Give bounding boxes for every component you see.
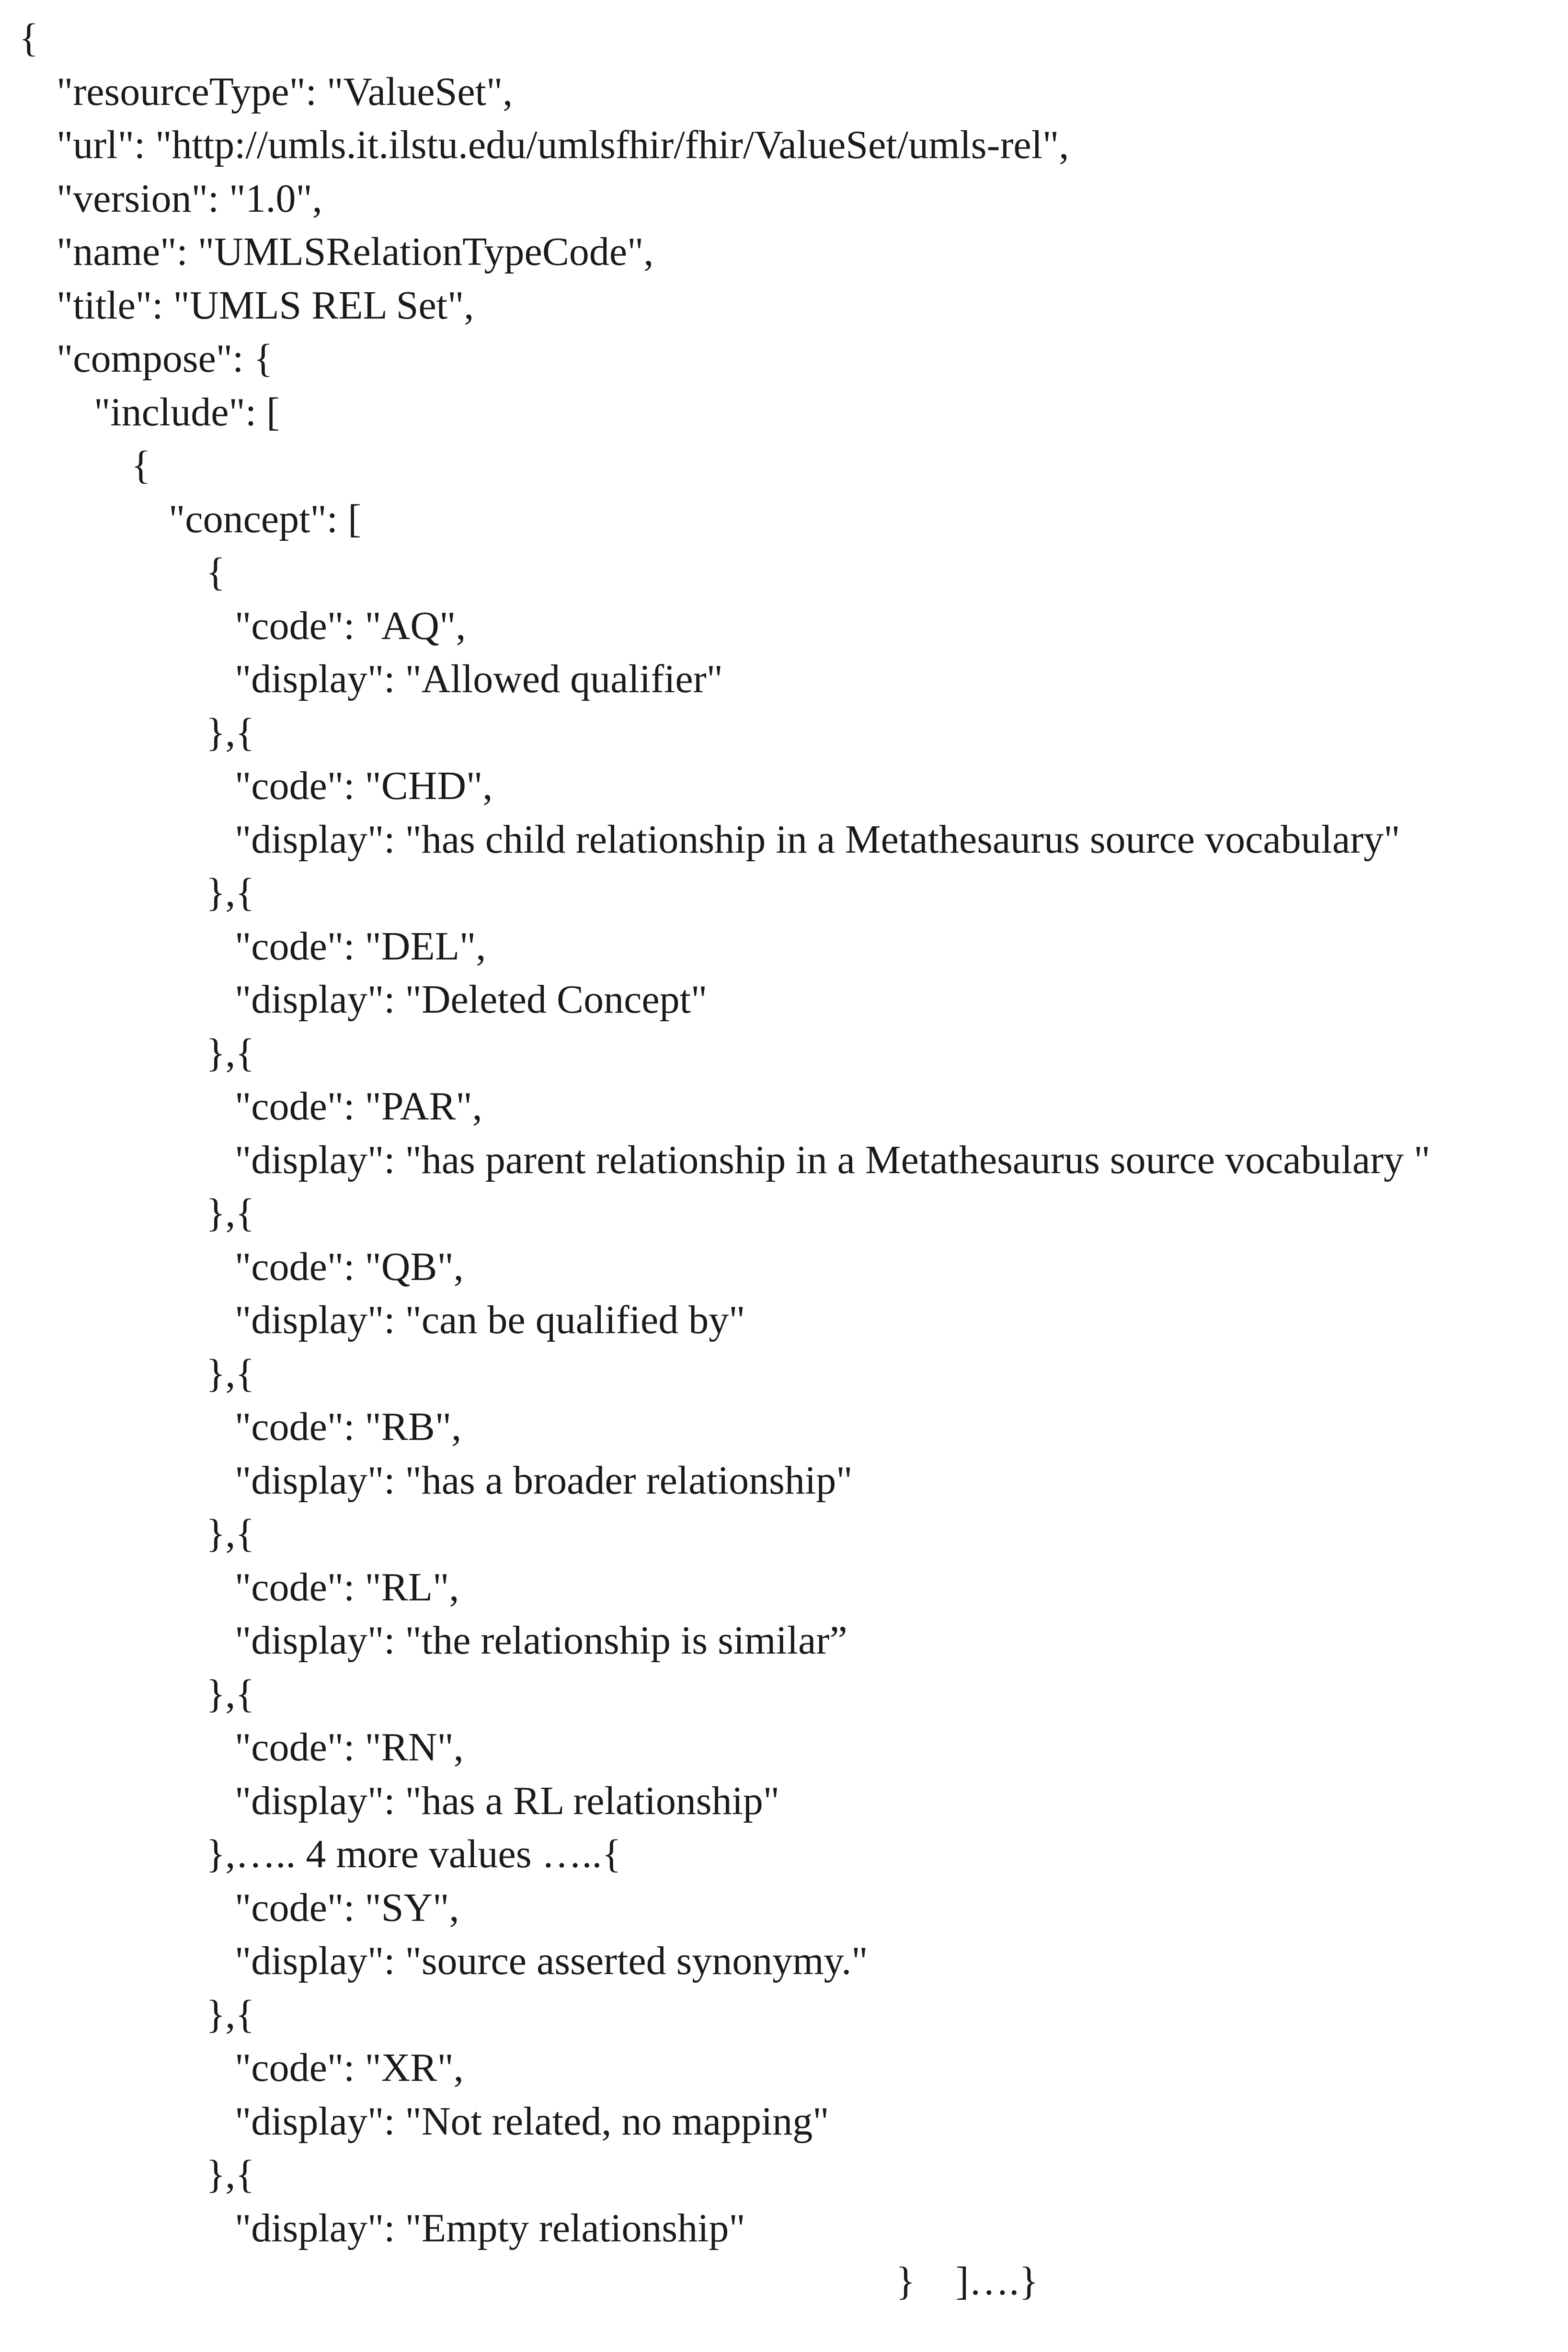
code-line: "compose": { — [57, 336, 273, 381]
code-line: },{ — [206, 1031, 255, 1075]
code-line: "code": "RB", — [235, 1404, 462, 1449]
code-line: { — [206, 550, 226, 594]
code-line: },{ — [206, 1191, 255, 1235]
code-line: "display": "Empty relationship" — [235, 2206, 745, 2250]
code-line: "code": "XR", — [235, 2045, 464, 2090]
code-line: "display": "the relationship is similar” — [235, 1618, 847, 1663]
code-line: },{ — [206, 1992, 255, 2037]
code-line: "code": "QB", — [235, 1245, 464, 1289]
code-line: },{ — [206, 1351, 255, 1396]
code-line: },{ — [206, 710, 255, 755]
code-line: "title": "UMLS REL Set", — [57, 283, 474, 328]
code-line: },{ — [206, 1672, 255, 1716]
code-line: },{ — [206, 1511, 255, 1556]
code-line: "display": "has a broader relationship" — [235, 1458, 853, 1503]
code-line: "concept": [ — [169, 497, 362, 541]
code-line: "display": "has a RL relationship" — [235, 1779, 780, 1823]
code-line: "code": "AQ", — [235, 604, 466, 648]
code-line: { — [131, 443, 151, 488]
code-line: "include": [ — [94, 390, 280, 434]
code-line: "display": "can be qualified by" — [235, 1298, 745, 1342]
code-line: },….. 4 more values …..{ — [206, 1832, 621, 1876]
code-line: { — [19, 16, 39, 60]
code-line: "version": "1.0", — [57, 176, 322, 221]
code-line: "code": "CHD", — [235, 764, 493, 808]
code-line: },{ — [206, 2152, 255, 2197]
code-line: },{ — [206, 870, 255, 915]
code-line: } ]….} — [896, 2259, 1039, 2304]
code-line: "display": "source asserted synonymy." — [235, 1939, 868, 1983]
code-line: "url": "http://umls.it.ilstu.edu/umlsfhir/fhir/ValueSet/umls-rel", — [57, 123, 1069, 167]
code-line: "code": "SY", — [235, 1885, 459, 1930]
code-line: "display": "has parent relationship in a Metathesaurus source vocabulary " — [235, 1138, 1431, 1182]
code-line: "code": "RL", — [235, 1565, 459, 1610]
code-line: "display": "Allowed qualifier" — [235, 657, 723, 701]
code-line: "name": "UMLSRelationTypeCode", — [57, 229, 654, 274]
code-line: "code": "RN", — [235, 1725, 464, 1770]
code-line: "display": "Not related, no mapping" — [235, 2099, 829, 2144]
code-line: "code": "DEL", — [235, 924, 486, 969]
code-line: "code": "PAR", — [235, 1084, 482, 1129]
code-line: "display": "has child relationship in a Metathesaurus source vocabulary" — [235, 817, 1400, 862]
code-line: "display": "Deleted Concept" — [235, 977, 708, 1022]
code-line: "resourceType": "ValueSet", — [57, 69, 513, 114]
